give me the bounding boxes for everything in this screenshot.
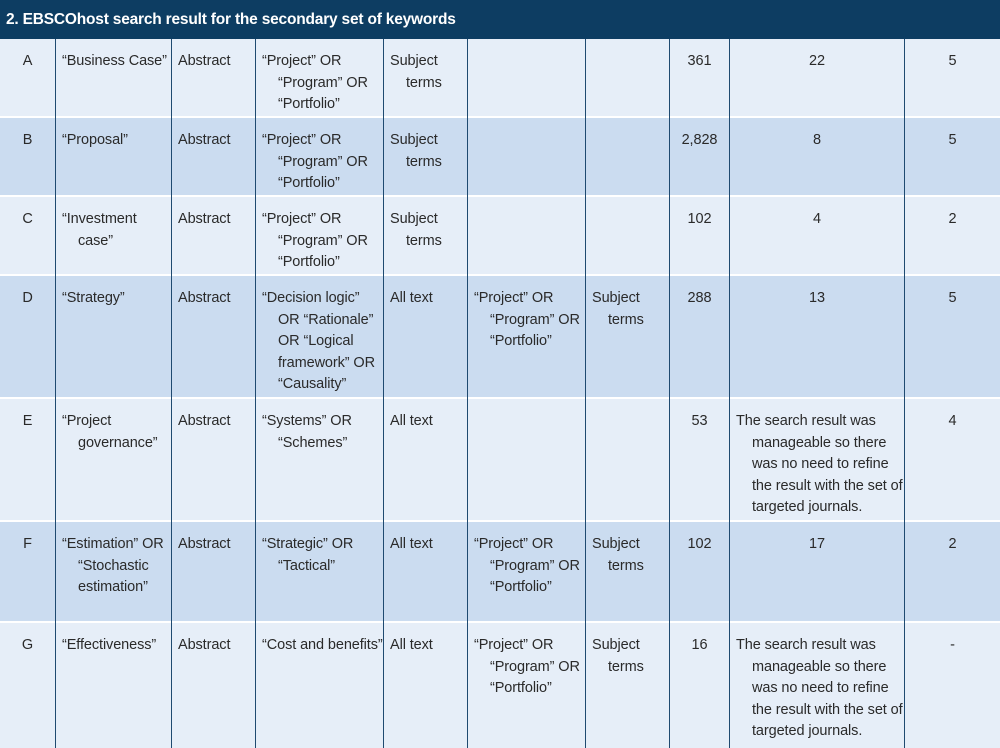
terms-cell: “Decision logic” OR “Rationale” OR “Logical framework” OR “Causality” [262, 290, 375, 392]
refined-count: The search result was manageable so there was no need to refine the result with the set of targeted journals. [736, 637, 903, 739]
terms-cell: “Project” OR “Program” OR “Portfolio” [474, 536, 580, 595]
keyword-cell: “Estimation” OR “Stochastic estimation” [62, 536, 164, 595]
field-cell: Subject terms [390, 53, 442, 91]
field-cell [586, 118, 669, 130]
selected-count: 2 [948, 211, 957, 227]
refined-count: 22 [809, 53, 825, 69]
table-row [0, 118, 1000, 197]
terms-cell: “Cost and benefits” [262, 637, 383, 653]
column-divider [383, 39, 384, 748]
selected-count: 5 [948, 290, 957, 306]
terms-cell: “Project” OR “Program” OR “Portfolio” [262, 211, 368, 270]
field-cell: Subject terms [390, 211, 442, 249]
column-divider [467, 39, 468, 748]
field-cell: Abstract [178, 536, 231, 552]
keyword-cell: “Strategy” [62, 290, 125, 306]
terms-cell: “Strategic” OR “Tactical” [262, 536, 354, 574]
field-cell: Abstract [178, 53, 231, 69]
row-id: A [22, 53, 33, 69]
terms-cell: “Project” OR “Program” OR “Portfolio” [262, 132, 368, 191]
column-divider [669, 39, 670, 748]
field-cell: Abstract [178, 211, 231, 227]
refined-count: 8 [813, 132, 821, 148]
row-id: D [22, 290, 33, 306]
row-id: B [22, 132, 33, 148]
field-cell: Abstract [178, 132, 231, 148]
column-divider [55, 39, 56, 748]
column-divider [904, 39, 905, 748]
row-id: C [22, 211, 33, 227]
table-row [0, 276, 1000, 399]
field-cell: Subject terms [592, 290, 644, 328]
table-row [0, 623, 1000, 748]
column-divider [171, 39, 172, 748]
field-cell: Subject terms [390, 132, 442, 170]
keyword-cell: “Business Case” [62, 53, 167, 69]
field-cell [586, 197, 669, 209]
field-cell: Abstract [178, 413, 231, 429]
results-count: 16 [691, 637, 708, 653]
selected-count: 5 [948, 53, 957, 69]
terms-cell [468, 39, 585, 51]
field-cell: Subject terms [592, 637, 644, 675]
field-cell [586, 399, 669, 411]
table-title: 2. EBSCOhost search result for the secondary set of keywords [0, 0, 1000, 39]
results-count: 102 [687, 536, 712, 552]
selected-count: 2 [948, 536, 957, 552]
terms-cell [468, 197, 585, 209]
terms-cell: “Project” OR “Program” OR “Portfolio” [474, 290, 580, 349]
refined-count: 17 [809, 536, 825, 552]
field-cell [586, 39, 669, 51]
refined-count: 13 [809, 290, 825, 306]
search-results-table [0, 39, 1000, 748]
row-id: E [22, 413, 33, 429]
table-row [0, 399, 1000, 522]
selected-count: - [950, 637, 955, 653]
selected-count: 5 [948, 132, 957, 148]
terms-cell: “Systems” OR “Schemes” [262, 413, 352, 451]
results-count: 288 [687, 290, 712, 306]
results-count: 2,828 [681, 132, 718, 148]
terms-cell [468, 399, 585, 411]
table-row [0, 197, 1000, 276]
column-divider [255, 39, 256, 748]
column-divider [729, 39, 730, 748]
results-count: 361 [687, 53, 712, 69]
field-cell: Abstract [178, 290, 231, 306]
column-divider [585, 39, 586, 748]
terms-cell: “Project” OR “Program” OR “Portfolio” [474, 637, 580, 696]
results-count: 102 [687, 211, 712, 227]
terms-cell: “Project” OR “Program” OR “Portfolio” [262, 53, 368, 112]
keyword-cell: “Proposal” [62, 132, 128, 148]
field-cell: All text [390, 290, 433, 306]
row-id: F [23, 536, 32, 552]
terms-cell [468, 118, 585, 130]
keyword-cell: “Effectiveness” [62, 637, 157, 653]
keyword-cell: “Project governance” [62, 413, 158, 451]
field-cell: All text [390, 536, 433, 552]
row-id: G [21, 637, 34, 653]
selected-count: 4 [948, 413, 957, 429]
keyword-cell: “Investment case” [62, 211, 137, 249]
table-row [0, 522, 1000, 623]
table-row [0, 39, 1000, 118]
field-cell: Abstract [178, 637, 231, 653]
refined-count: The search result was manageable so there was no need to refine the result with the set of targeted journals. [736, 413, 903, 515]
results-count: 53 [691, 413, 708, 429]
field-cell: All text [390, 637, 433, 653]
field-cell: All text [390, 413, 433, 429]
refined-count: 4 [813, 211, 821, 227]
field-cell: Subject terms [592, 536, 644, 574]
